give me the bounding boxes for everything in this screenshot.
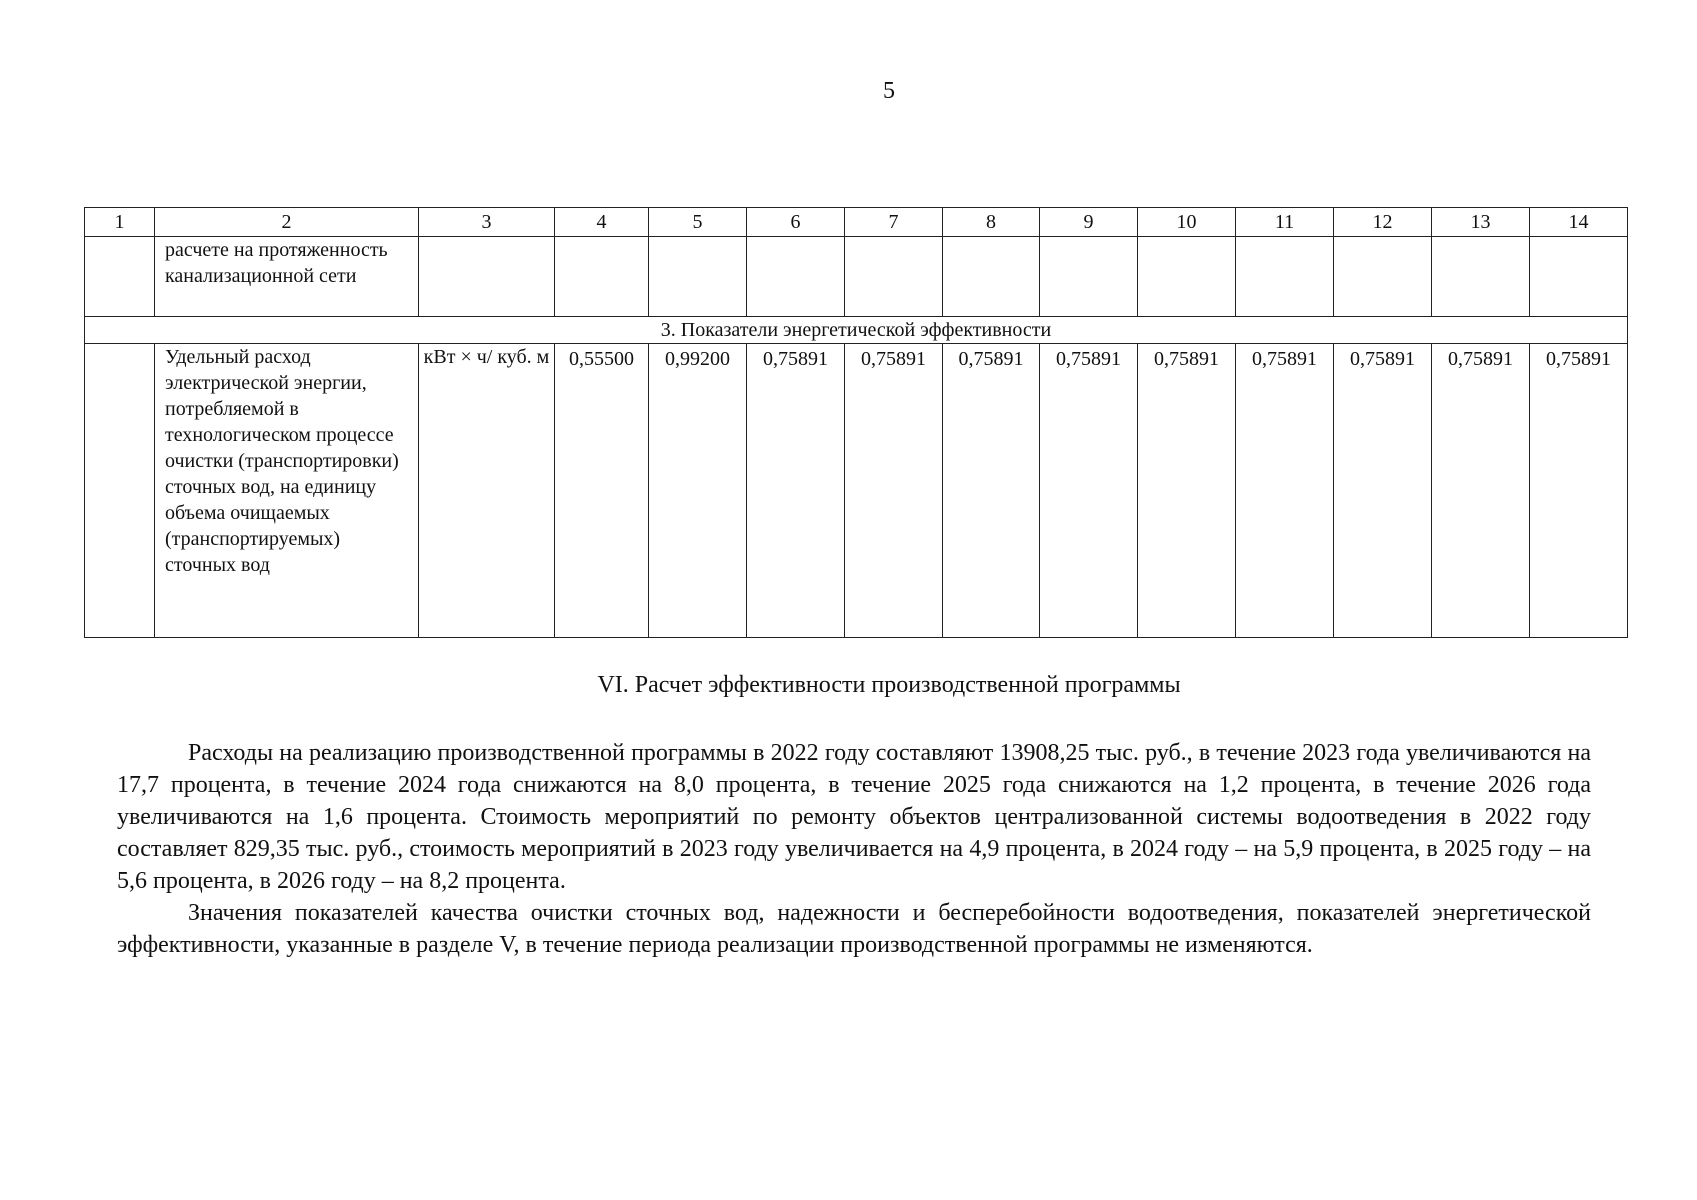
unit-cell: кВт × ч/ куб. м <box>419 344 555 638</box>
column-number-cell: 5 <box>649 208 747 237</box>
value-cell <box>1432 237 1530 317</box>
value-cell <box>747 237 845 317</box>
value-cell <box>1040 237 1138 317</box>
value-cell <box>649 237 747 317</box>
indicator-name-cell: расчете на протяженность канализационной сети <box>155 237 419 317</box>
row-number-cell <box>85 237 155 317</box>
value-cell: 0,75891 <box>1040 344 1138 638</box>
value-cell <box>1138 237 1236 317</box>
table-row <box>85 344 1628 638</box>
value-cell: 0,75891 <box>1138 344 1236 638</box>
column-number-cell: 8 <box>943 208 1040 237</box>
table-row <box>85 237 1628 317</box>
value-cell <box>845 237 943 317</box>
value-cell <box>1236 237 1334 317</box>
paragraph: Значения показателей качества очистки сточных вод, надежности и бесперебойности водоотведения, показателей энергетической эффективности, указанные в разделе V, в течение периода реализации производственной программы не изменяются. <box>117 900 1591 958</box>
value-cell: 0,75891 <box>1236 344 1334 638</box>
unit-cell <box>419 237 555 317</box>
value-cell <box>1334 237 1432 317</box>
section-title: 3. Показатели энергетической эффективности <box>85 317 1628 344</box>
column-number-cell: 1 <box>85 208 155 237</box>
column-number-cell: 13 <box>1432 208 1530 237</box>
column-number-cell: 12 <box>1334 208 1432 237</box>
value-cell <box>943 237 1040 317</box>
row-number-cell <box>85 344 155 638</box>
value-cell: 0,55500 <box>555 344 649 638</box>
column-number-cell: 14 <box>1530 208 1628 237</box>
value-cell: 0,75891 <box>943 344 1040 638</box>
column-number-row <box>85 208 1628 237</box>
column-number-cell: 6 <box>747 208 845 237</box>
value-cell: 0,75891 <box>845 344 943 638</box>
column-number-cell: 10 <box>1138 208 1236 237</box>
column-number-cell: 7 <box>845 208 943 237</box>
value-cell: 0,75891 <box>1432 344 1530 638</box>
indicators-table <box>84 207 1628 638</box>
column-number-cell: 2 <box>155 208 419 237</box>
column-number-cell: 9 <box>1040 208 1138 237</box>
value-cell: 0,75891 <box>1334 344 1432 638</box>
paragraph: Расходы на реализацию производственной программы в 2022 году составляют 13908,25 тыс. руб., в течение 2023 года увеличиваются на 17,7 процента, в течение 2024 года снижаются на 8,0 процента, в течение 2025 года снижаются на 1,2 процента, в течение 2026 года увеличиваются на 1,6 процента. Стоимость мероприятий по ремонту объектов централизованной системы водоотведения в 2022 году составляет 829,35 тыс. руб., стоимость мероприятий в 2023 году увеличивается на 4,9 процента, в 2024 году – на 5,9 процента, в 2025 году – на 5,6 процента, в 2026 году – на 8,2 процента. <box>117 740 1591 894</box>
body-text <box>117 737 1591 961</box>
value-cell <box>1530 237 1628 317</box>
indicators-table-container <box>84 207 1624 638</box>
column-number-cell: 11 <box>1236 208 1334 237</box>
page-number: 5 <box>883 78 895 104</box>
section-title-row <box>85 317 1628 344</box>
section-heading: VI. Расчет эффективности производственной программы <box>597 672 1181 698</box>
indicator-name-cell: Удельный расход электрической энергии, потребляемой в технологическом процессе очистки (транспортировки) сточных вод, на единицу объема очищаемых (транспортируемых) сточных вод <box>155 344 419 638</box>
value-cell: 0,75891 <box>1530 344 1628 638</box>
value-cell <box>555 237 649 317</box>
value-cell: 0,99200 <box>649 344 747 638</box>
value-cell: 0,75891 <box>747 344 845 638</box>
column-number-cell: 3 <box>419 208 555 237</box>
column-number-cell: 4 <box>555 208 649 237</box>
